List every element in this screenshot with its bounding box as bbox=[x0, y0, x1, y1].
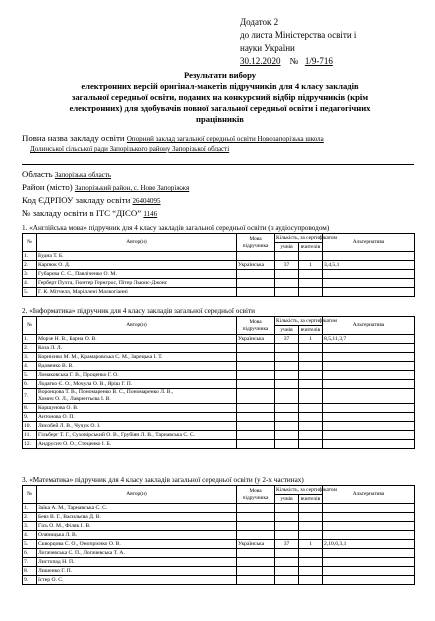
row-students bbox=[275, 513, 299, 522]
row-language bbox=[237, 371, 275, 380]
header-students: учнів bbox=[275, 243, 299, 252]
row-language bbox=[237, 270, 275, 279]
row-number: 3. bbox=[23, 522, 37, 531]
row-authors-line: Андрусич О. О., Стеценко І. Б. bbox=[38, 440, 112, 447]
header-teachers: вчителів bbox=[299, 495, 323, 504]
header-alternative: Альтернатива bbox=[323, 317, 415, 335]
table-row bbox=[23, 252, 415, 261]
annex-line-3: науки України bbox=[240, 43, 295, 53]
row-authors-line: Логачевська С. П., Логачевська Т. А. bbox=[38, 549, 125, 556]
row-number: 12. bbox=[23, 440, 37, 449]
row-students bbox=[275, 389, 299, 404]
row-teachers bbox=[299, 353, 323, 362]
row-authors bbox=[37, 288, 237, 297]
row-students bbox=[275, 404, 299, 413]
row-number: 5. bbox=[23, 371, 37, 380]
table-row bbox=[23, 279, 415, 288]
row-authors-line: Карпюк О. Д. bbox=[38, 261, 71, 268]
its-label: № закладу освіти в ІТС “ДІСО” bbox=[22, 208, 142, 218]
header-language: Мова підручника bbox=[237, 486, 275, 504]
row-language bbox=[237, 413, 275, 422]
table-row bbox=[23, 422, 415, 431]
table-row bbox=[23, 389, 415, 404]
row-number: 11. bbox=[23, 431, 37, 440]
table-header-row bbox=[23, 486, 415, 495]
row-authors bbox=[37, 344, 237, 353]
oblast-field bbox=[22, 169, 111, 179]
row-authors-line: Істер О. С. bbox=[38, 576, 64, 583]
full-name-value-2: Долинської сільської ради Запорізького району Запорізької області bbox=[30, 145, 230, 153]
its-field bbox=[22, 208, 157, 218]
row-authors-line: Скворцова С. О., Онопрієнко О. В. bbox=[38, 540, 121, 547]
row-authors-line: Антонова О. П. bbox=[38, 413, 75, 420]
row-students bbox=[275, 371, 299, 380]
row-teachers bbox=[299, 513, 323, 522]
row-students bbox=[275, 576, 299, 585]
row-number: 1. bbox=[23, 335, 37, 344]
textbook-table-math bbox=[22, 485, 415, 585]
row-alternative bbox=[323, 558, 415, 567]
full-name-field bbox=[22, 133, 324, 143]
row-language bbox=[237, 558, 275, 567]
row-students bbox=[275, 504, 299, 513]
header-quantity: Кількість, за сертифікатом bbox=[276, 234, 337, 241]
row-authors-line: Будна Т. Б. bbox=[38, 252, 64, 259]
annex-date-number bbox=[240, 55, 356, 68]
row-language bbox=[237, 531, 275, 540]
table-row bbox=[23, 380, 415, 389]
table-header-row bbox=[23, 234, 415, 243]
row-teachers bbox=[299, 431, 323, 440]
table-row bbox=[23, 513, 415, 522]
row-students bbox=[275, 252, 299, 261]
row-teachers bbox=[299, 576, 323, 585]
row-alternative bbox=[323, 431, 415, 440]
table-row bbox=[23, 335, 415, 344]
header-language: Мова підручника bbox=[237, 234, 275, 252]
row-number: 2. bbox=[23, 344, 37, 353]
row-alternative bbox=[323, 522, 415, 531]
row-teachers bbox=[299, 288, 323, 297]
row-number: 4. bbox=[23, 279, 37, 288]
row-number: 9. bbox=[23, 576, 37, 585]
row-students bbox=[275, 270, 299, 279]
row-authors bbox=[37, 371, 237, 380]
row-authors bbox=[37, 279, 237, 288]
row-students bbox=[275, 567, 299, 576]
row-number: 3. bbox=[23, 353, 37, 362]
row-language bbox=[237, 422, 275, 431]
row-teachers bbox=[299, 531, 323, 540]
row-number: 5. bbox=[23, 288, 37, 297]
row-authors bbox=[37, 431, 237, 440]
row-alternative bbox=[323, 413, 415, 422]
row-students bbox=[275, 422, 299, 431]
row-authors bbox=[37, 576, 237, 585]
row-authors bbox=[37, 549, 237, 558]
full-name-field-cont bbox=[30, 143, 229, 153]
row-authors-line: Гільберг Т. Г., Суховірський О. В., Грубіян Л. В., Тарнавська С. С. bbox=[38, 431, 196, 438]
table-row bbox=[23, 567, 415, 576]
row-authors-line: Корнієнко М. М., Крамаровська С. М., Зарецька І. Т. bbox=[38, 353, 163, 360]
row-language bbox=[237, 549, 275, 558]
rayon-label: Район (місто) bbox=[22, 182, 73, 192]
full-name-value-1: Опорний заклад загальної середньої освіти Новозапорізька школа bbox=[126, 135, 324, 143]
row-students bbox=[275, 413, 299, 422]
row-alternative bbox=[323, 567, 415, 576]
header-authors: Автор(и) bbox=[37, 317, 237, 335]
row-number: 1. bbox=[23, 252, 37, 261]
row-students: 37 bbox=[275, 261, 299, 270]
row-alternative bbox=[323, 422, 415, 431]
row-teachers bbox=[299, 380, 323, 389]
edrpou-value: 26404095 bbox=[132, 197, 161, 205]
row-authors-line: Лодатко Є. О., Мочула О. В., Яріш Г. П. bbox=[38, 380, 133, 387]
row-teachers: 1 bbox=[299, 261, 323, 270]
title-line-1: Результати вибору bbox=[183, 70, 257, 80]
row-alternative bbox=[323, 389, 415, 404]
row-teachers bbox=[299, 270, 323, 279]
document-title bbox=[30, 70, 410, 125]
row-students: 37 bbox=[275, 540, 299, 549]
row-language bbox=[237, 279, 275, 288]
row-teachers bbox=[299, 549, 323, 558]
section-caption-2: 2. «Інформатика» підручник для 4 класу закладів загальної середньої освіти bbox=[22, 307, 256, 315]
row-alternative bbox=[323, 279, 415, 288]
oblast-label: Область bbox=[22, 169, 53, 179]
header-authors: Автор(и) bbox=[37, 486, 237, 504]
rayon-field bbox=[22, 182, 189, 192]
annex-line-1: Додаток 2 bbox=[240, 17, 279, 27]
row-teachers bbox=[299, 413, 323, 422]
row-language bbox=[237, 404, 275, 413]
row-authors-line: Герберт Пухта, Гюнтер Гернгрос, Пітер Льюис-Джонс bbox=[38, 279, 168, 286]
row-teachers bbox=[299, 389, 323, 404]
row-number: 1. bbox=[23, 504, 37, 513]
title-line-2: електронних версій оригінал-макетів підручників для 4 класу закладів bbox=[81, 81, 359, 91]
row-students bbox=[275, 279, 299, 288]
table-row bbox=[23, 344, 415, 353]
row-authors bbox=[37, 567, 237, 576]
row-students: 37 bbox=[275, 335, 299, 344]
rayon-value: Запорізький район, с. Нове Запоріжжя bbox=[74, 184, 190, 192]
row-authors bbox=[37, 522, 237, 531]
table-row bbox=[23, 440, 415, 449]
row-number: 4. bbox=[23, 531, 37, 540]
table-row bbox=[23, 522, 415, 531]
row-number: 2. bbox=[23, 261, 37, 270]
table-row bbox=[23, 531, 415, 540]
table-row bbox=[23, 576, 415, 585]
header-authors: Автор(и) bbox=[37, 234, 237, 252]
table-row bbox=[23, 404, 415, 413]
row-number: 4. bbox=[23, 362, 37, 371]
table-row bbox=[23, 270, 415, 279]
blank-line-1 bbox=[22, 164, 414, 165]
row-number: 9. bbox=[23, 413, 37, 422]
row-authors bbox=[37, 380, 237, 389]
annex-number-sign: № bbox=[289, 56, 299, 66]
row-number: 8. bbox=[23, 404, 37, 413]
edrpou-label: Код ЄДРПОУ закладу освіти bbox=[22, 195, 131, 205]
row-number: 10. bbox=[23, 422, 37, 431]
row-number: 6. bbox=[23, 380, 37, 389]
row-alternative bbox=[323, 380, 415, 389]
table-row bbox=[23, 431, 415, 440]
header-alternative: Альтернатива bbox=[323, 486, 415, 504]
row-alternative bbox=[323, 513, 415, 522]
row-authors-line-2: Хомич О. Л., Лаврентьєва І. В. bbox=[38, 396, 111, 402]
row-language: Українська bbox=[237, 335, 275, 344]
row-authors-line: Листопад Н. П. bbox=[38, 558, 75, 565]
table-row bbox=[23, 261, 415, 270]
row-language bbox=[237, 567, 275, 576]
row-students bbox=[275, 522, 299, 531]
row-authors bbox=[37, 353, 237, 362]
header-quantity: Кількість, за сертифікатом bbox=[276, 486, 337, 493]
row-authors bbox=[37, 422, 237, 431]
row-authors-line: Г. К. Мітчелл, Маріллені Малкогіанні bbox=[38, 288, 128, 295]
row-authors-line: Коза Л. Л. bbox=[38, 344, 63, 351]
full-name-label: Повна назва закладу освіти bbox=[22, 133, 125, 143]
table-row bbox=[23, 371, 415, 380]
row-authors-line: Губарєва С. С., Павліченко О. М. bbox=[38, 270, 117, 277]
row-language bbox=[237, 353, 275, 362]
row-alternative bbox=[323, 576, 415, 585]
row-language bbox=[237, 362, 275, 371]
table-row bbox=[23, 549, 415, 558]
row-teachers: 1 bbox=[299, 335, 323, 344]
title-line-4: електронних) для здобувачів повної загальної середньої освіти і педагогічних bbox=[69, 103, 371, 113]
header-quantity: Кількість, за сертифікатом bbox=[276, 317, 337, 324]
edrpou-field bbox=[22, 195, 160, 205]
row-authors-line: Оляницька Л. В. bbox=[38, 531, 78, 538]
row-teachers bbox=[299, 522, 323, 531]
row-authors bbox=[37, 513, 237, 522]
row-alternative bbox=[323, 371, 415, 380]
row-teachers: 1 bbox=[299, 540, 323, 549]
row-authors-line: Коршунова О. В. bbox=[38, 404, 79, 411]
annex-line-2: до листа Міністерства освіти і bbox=[240, 30, 357, 40]
annex-number: 1/9-716 bbox=[304, 56, 333, 66]
row-authors bbox=[37, 413, 237, 422]
row-number: 7. bbox=[23, 558, 37, 567]
row-language bbox=[237, 440, 275, 449]
row-authors-line: Воронцова Т. В., Пономаренко В. С., Пономаренко Л. В., bbox=[38, 389, 174, 395]
oblast-value: Запорізька область bbox=[54, 171, 112, 179]
row-alternative bbox=[323, 288, 415, 297]
row-students bbox=[275, 344, 299, 353]
row-teachers bbox=[299, 422, 323, 431]
row-alternative bbox=[323, 270, 415, 279]
row-alternative bbox=[323, 344, 415, 353]
table-row bbox=[23, 413, 415, 422]
header-teachers: вчителів bbox=[299, 326, 323, 335]
row-authors-line: Ломаковська Г. В., Проценко Г. О. bbox=[38, 371, 119, 378]
table-row bbox=[23, 362, 415, 371]
row-alternative bbox=[323, 549, 415, 558]
row-authors-line: Гісь О. М., Філяк І. В. bbox=[38, 522, 91, 529]
row-teachers bbox=[299, 404, 323, 413]
row-language: Українська bbox=[237, 540, 275, 549]
row-language bbox=[237, 380, 275, 389]
row-students bbox=[275, 431, 299, 440]
row-number: 7. bbox=[23, 389, 37, 404]
row-alternative bbox=[323, 404, 415, 413]
row-number: 2. bbox=[23, 513, 37, 522]
header-num: № bbox=[23, 317, 37, 335]
row-students bbox=[275, 440, 299, 449]
row-students bbox=[275, 558, 299, 567]
row-alternative bbox=[323, 252, 415, 261]
row-authors-line: Морзе Н. В., Барна О. В. bbox=[38, 335, 97, 342]
row-teachers bbox=[299, 371, 323, 380]
row-teachers bbox=[299, 504, 323, 513]
row-authors-line: Лишенко Г. П. bbox=[38, 567, 73, 574]
row-authors-line: Бевз В. Г., Васильєва Д. В. bbox=[38, 513, 101, 520]
row-teachers bbox=[299, 344, 323, 353]
row-number: 6. bbox=[23, 549, 37, 558]
row-authors bbox=[37, 404, 237, 413]
header-students: учнів bbox=[275, 495, 299, 504]
row-alternative bbox=[323, 353, 415, 362]
annex-block bbox=[240, 16, 356, 68]
row-authors bbox=[37, 540, 237, 549]
row-authors-line: Вдовенко В. В. bbox=[38, 362, 74, 369]
annex-date: 30.12.2020 bbox=[240, 56, 281, 66]
row-students bbox=[275, 549, 299, 558]
row-authors bbox=[37, 531, 237, 540]
header-num: № bbox=[23, 234, 37, 252]
row-language bbox=[237, 288, 275, 297]
row-students bbox=[275, 353, 299, 362]
header-students: учнів bbox=[275, 326, 299, 335]
row-teachers bbox=[299, 440, 323, 449]
table-header-row bbox=[23, 317, 415, 326]
row-teachers bbox=[299, 252, 323, 261]
row-authors bbox=[37, 261, 237, 270]
row-alternative bbox=[323, 440, 415, 449]
row-authors bbox=[37, 335, 237, 344]
row-authors-line: Лисобей Л. В., Чучук О. І. bbox=[38, 422, 101, 429]
row-teachers bbox=[299, 362, 323, 371]
row-alternative bbox=[323, 362, 415, 371]
row-teachers bbox=[299, 558, 323, 567]
row-number: 3. bbox=[23, 270, 37, 279]
row-alternative: 2,10,6,3,1 bbox=[323, 540, 415, 549]
row-authors bbox=[37, 440, 237, 449]
row-authors bbox=[37, 252, 237, 261]
row-language bbox=[237, 504, 275, 513]
title-line-3: загальної середньої освіти, поданих на конкурсний відбір підручників (крім bbox=[71, 92, 369, 102]
row-number: 5. bbox=[23, 540, 37, 549]
row-alternative bbox=[323, 531, 415, 540]
row-students bbox=[275, 531, 299, 540]
row-language bbox=[237, 252, 275, 261]
row-alternative bbox=[323, 504, 415, 513]
table-row bbox=[23, 558, 415, 567]
row-authors bbox=[37, 389, 237, 404]
header-teachers: вчителів bbox=[299, 243, 323, 252]
table-row bbox=[23, 540, 415, 549]
row-authors bbox=[37, 270, 237, 279]
row-number: 8. bbox=[23, 567, 37, 576]
row-language bbox=[237, 431, 275, 440]
row-language bbox=[237, 513, 275, 522]
header-language: Мова підручника bbox=[237, 317, 275, 335]
header-alternative: Альтернатива bbox=[323, 234, 415, 252]
row-language bbox=[237, 344, 275, 353]
row-teachers bbox=[299, 279, 323, 288]
section-caption-1: 1. «Англійська мова» підручник для 4 класу закладів загальної середньої освіти (з аудіосупроводом) bbox=[22, 224, 330, 232]
table-row bbox=[23, 353, 415, 362]
row-teachers bbox=[299, 567, 323, 576]
textbook-table-english bbox=[22, 233, 415, 297]
row-language bbox=[237, 522, 275, 531]
row-authors-line: Заїка А. М., Тарнавська С. С. bbox=[38, 504, 108, 511]
row-alternative: 3,4,5,1 bbox=[323, 261, 415, 270]
row-authors bbox=[37, 362, 237, 371]
row-authors bbox=[37, 504, 237, 513]
its-value: 1146 bbox=[143, 210, 158, 218]
header-num: № bbox=[23, 486, 37, 504]
table-row bbox=[23, 288, 415, 297]
row-language bbox=[237, 389, 275, 404]
textbook-table-informatics bbox=[22, 316, 415, 449]
title-line-5: працівників bbox=[196, 114, 244, 124]
table-row bbox=[23, 504, 415, 513]
section-caption-3: 3. «Математика» підручник для 4 класу закладів загальної середньої освіти (у 2-х частинах) bbox=[22, 476, 304, 484]
row-students bbox=[275, 288, 299, 297]
row-alternative: 8,5,11,3,7 bbox=[323, 335, 415, 344]
row-students bbox=[275, 380, 299, 389]
row-authors bbox=[37, 558, 237, 567]
row-language bbox=[237, 576, 275, 585]
row-students bbox=[275, 362, 299, 371]
row-language: Українська bbox=[237, 261, 275, 270]
